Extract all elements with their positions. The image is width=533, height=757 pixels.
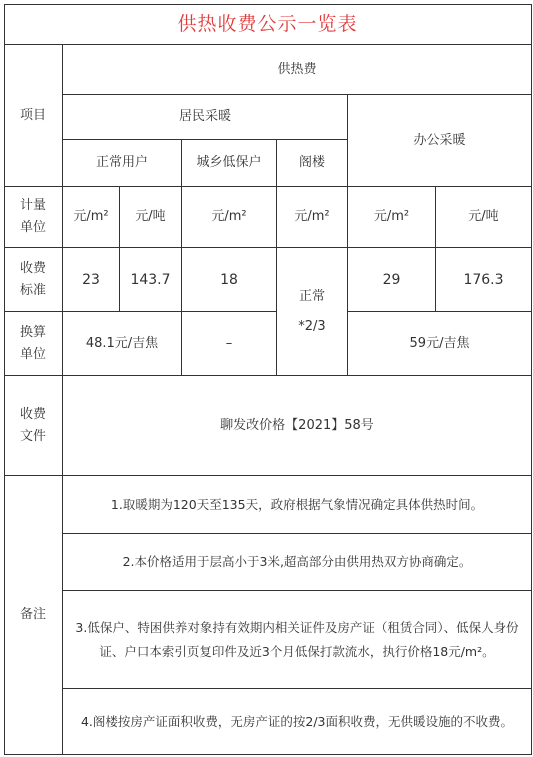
table-title: 供热收费公示一览表 [4,4,532,45]
header-attic: 阁楼 [277,140,348,187]
unit-office-ton: 元/吨 [436,187,532,248]
header-heating-fee: 供热费 [63,45,532,95]
header-item: 项目 [4,45,63,187]
note-item-4: 4.阁楼按房产证面积收费，无房产证的按2/3面积收费，无供暖设施的不收费。 [63,689,532,755]
fee-office-ton: 176.3 [436,248,532,312]
note-item-1: 1.取暖期为120天至135天，政府根据气象情况确定具体供热时间。 [63,476,532,534]
note-item-3: 3.低保户、特困供养对象持有效期内相关证件及房产证（租赁合同）、低保人身份证、户口本索引页复印件及近3个月低保打款流水，执行价格18元/m²。 [63,591,532,689]
convert-low: – [182,312,277,376]
note-item-2: 2.本价格适用于层高小于3米,超高部分由供用热双方协商确定。 [63,534,532,591]
convert-office: 59元/吉焦 [348,312,532,376]
fee-office-area: 29 [348,248,436,312]
fee-normal-area: 23 [63,248,120,312]
unit-normal-ton: 元/吨 [120,187,182,248]
row-label-doc: 收费文件 [4,376,63,476]
unit-office-area: 元/m² [348,187,436,248]
fee-low-area: 18 [182,248,277,312]
header-residential: 居民采暖 [63,95,348,140]
row-label-fee: 收费标准 [4,248,63,312]
header-low-income: 城乡低保户 [182,140,277,187]
header-normal-user: 正常用户 [63,140,182,187]
row-label-notes: 备注 [4,476,63,755]
unit-low-area: 元/m² [182,187,277,248]
unit-attic-area: 元/m² [277,187,348,248]
row-label-unit: 计量单位 [4,187,63,248]
header-office: 办公采暖 [348,95,532,187]
fee-normal-ton: 143.7 [120,248,182,312]
doc-value: 聊发改价格【2021】58号 [63,376,532,476]
convert-normal: 48.1元/吉焦 [63,312,182,376]
row-label-convert: 换算单位 [4,312,63,376]
fee-attic: 正常*2/3 [277,248,348,376]
unit-normal-area: 元/m² [63,187,120,248]
